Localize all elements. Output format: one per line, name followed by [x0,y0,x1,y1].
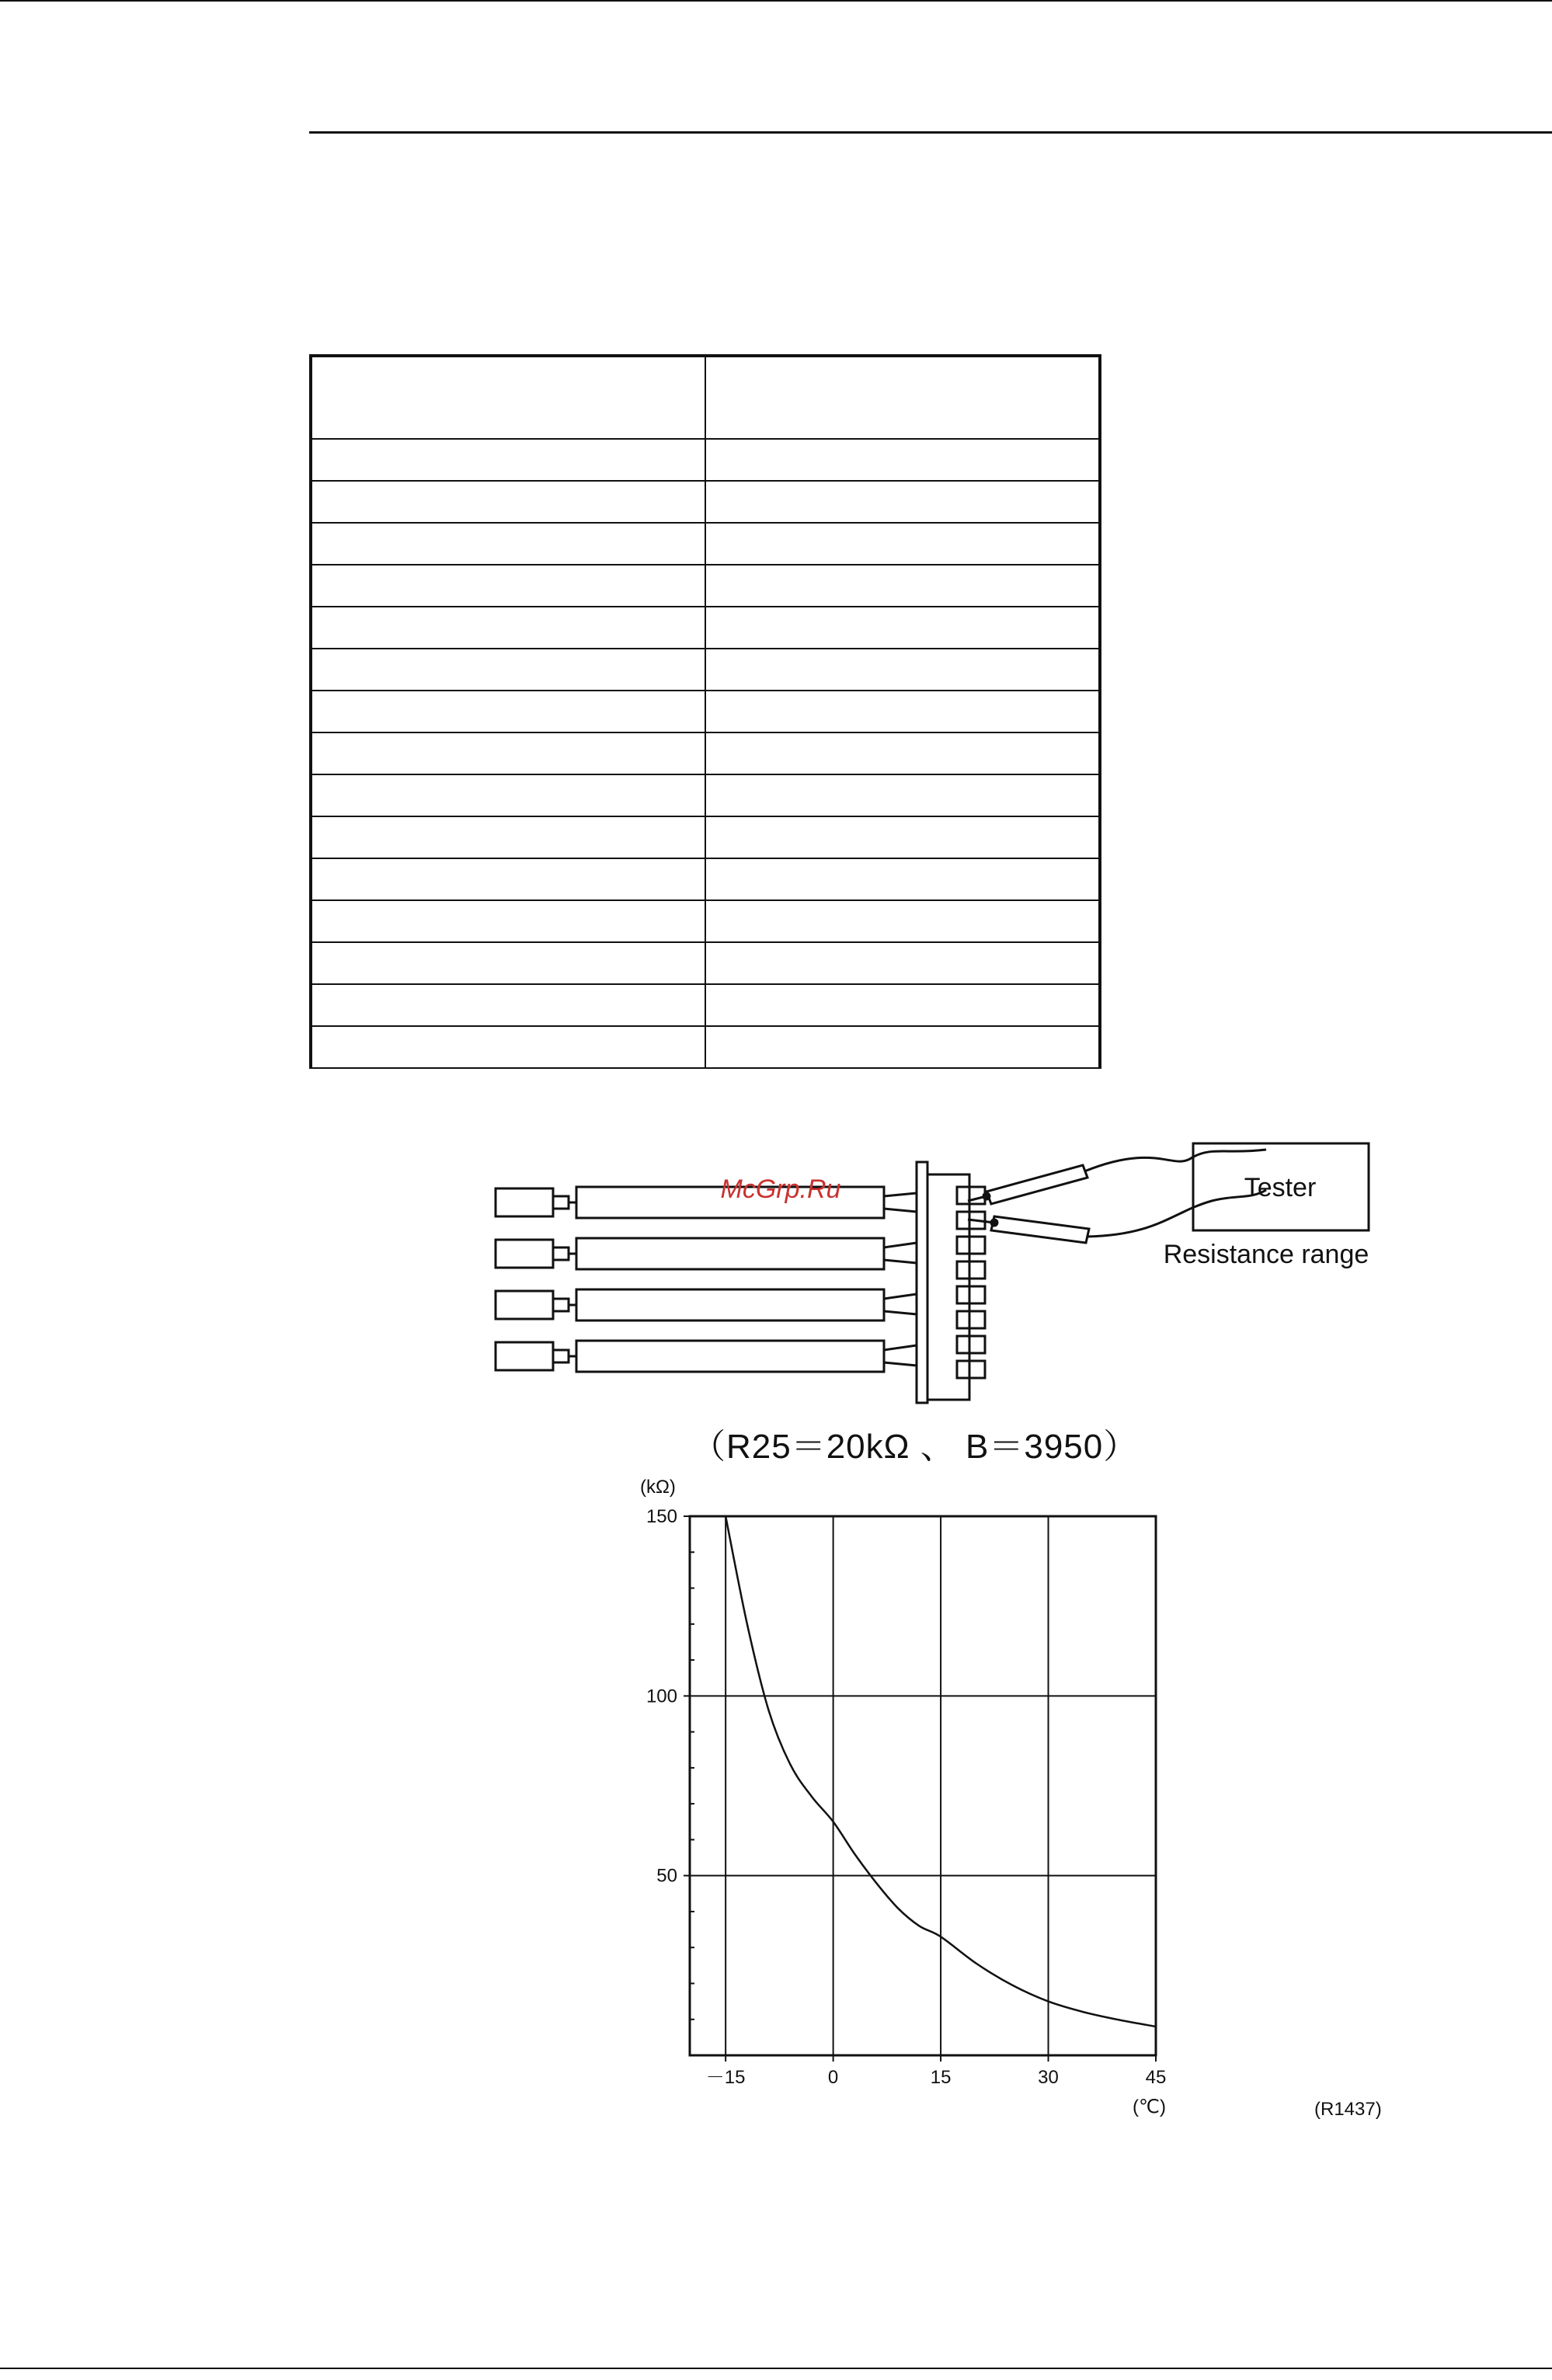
table-cell [705,774,1099,816]
table-cell [705,942,1099,984]
reference-code: (R1437) [1314,2099,1382,2120]
table-row [311,816,1099,858]
table-row [311,439,1099,481]
table-cell [311,439,705,481]
table-cell [311,691,705,732]
table-cell [705,607,1099,649]
top-rule [0,0,1552,2]
table-cell [705,439,1099,481]
x-tick-label: 30 [1038,2067,1059,2088]
y-tick-label: 150 [646,1506,677,1527]
table-cell [705,481,1099,523]
table-header-cell [705,357,1099,439]
table-cell [705,691,1099,732]
thermistor-sensor-1 [496,1187,917,1218]
x-tick-label: 45 [1145,2067,1167,2088]
table-cell [705,1026,1099,1068]
table-header-cell [311,357,705,439]
table-cell [705,900,1099,942]
table-row [311,774,1099,816]
table-cell [311,774,705,816]
table-cell [705,732,1099,774]
x-tick-label: 0 [827,2067,839,2088]
table-cell [311,565,705,607]
y-tick-label: 50 [656,1865,677,1887]
resistance-range-label: Resistance range [1163,1240,1369,1269]
table-cell [705,523,1099,565]
table-row [311,942,1099,984]
table-row [311,732,1099,774]
table-cell [311,1026,705,1068]
table-cell [705,649,1099,691]
table-cell [311,607,705,649]
table-cell [311,942,705,984]
y-tick-label: 100 [646,1686,677,1707]
table-row [311,984,1099,1026]
thermistor-wiring-diagram [489,1134,1390,1414]
tester-probes [968,1150,1266,1243]
thermistor-sensor-3 [496,1289,917,1320]
table-cell [311,649,705,691]
table-cell [705,565,1099,607]
chart-layer [640,1477,1166,2117]
table-cell [311,900,705,942]
table-cell [311,732,705,774]
table-row [311,649,1099,691]
table-cell [705,816,1099,858]
table-row [311,691,1099,732]
x-tick-label: 15 [930,2067,952,2088]
table-row [311,900,1099,942]
chart-subtitle: （R25＝20kΩ 、 B＝3950） [691,1428,1139,1466]
table-row [311,481,1099,523]
table-row [311,565,1099,607]
table-row [311,607,1099,649]
thermistor-sensor-4 [496,1341,917,1372]
x-axis-label: (℃) [1133,2096,1166,2117]
data-table [309,354,1101,1069]
table-cell [311,816,705,858]
bottom-rule [0,2368,1552,2369]
header-rule [309,131,1552,134]
table-row [311,858,1099,900]
table-cell [311,984,705,1026]
table-cell [311,858,705,900]
table-row [311,523,1099,565]
table-header-row [311,357,1099,439]
x-tick-label: －15 [705,2067,746,2088]
plot-frame [690,1516,1156,2055]
table-cell [311,481,705,523]
thermistor-sensor-2 [496,1238,917,1269]
watermark: McGrp.Ru [720,1174,841,1204]
table-cell [705,984,1099,1026]
table-row [311,1026,1099,1068]
resistance-temperature-chart [614,1476,1220,2136]
tester-label: Tester [1244,1173,1317,1202]
table-cell [311,523,705,565]
table-cell [705,858,1099,900]
y-axis-label: (kΩ) [640,1477,676,1498]
